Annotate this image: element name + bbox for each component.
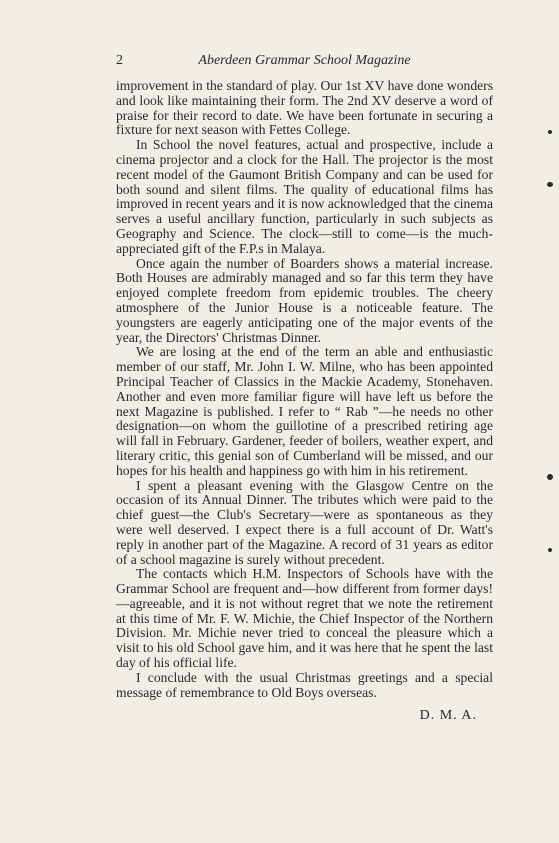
page-header bbox=[116, 53, 493, 71]
margin-mark bbox=[548, 548, 552, 552]
margin-mark bbox=[547, 474, 553, 480]
paragraph: improvement in the standard of play. Our 1st XV have done wonders and look like maintaining their form. The 2nd XV deserve a word of praise for their record to date. We have been fortunate in securing a fixture for next season with Fettes College. bbox=[116, 78, 493, 138]
paragraph: Once again the number of Boarders shows a material increase. Both Houses are admirably managed and so far this term they have enjoyed complete freedom from epidemic troubles. The cheery atmosphere of the Junior House is a noticeable feature. The youngsters are eagerly anticipating one of the major events of the year, the Directors' Christmas Dinner. bbox=[116, 255, 493, 345]
article-body bbox=[116, 79, 493, 724]
paragraph: In School the novel features, actual and prospective, include a cinema projector and a clock for the Hall. The projector is the most recent model of the Gaumont British Company and can be used for both sound and silent films. The quality of educational films has improved in recent years and it is now acknowledged that the cinema serves a useful ancillary function, particularly in such subjects as Geography and Science. The clock—still to come—is the much-appreciated gift of the F.P.s in Malaya. bbox=[116, 137, 493, 256]
page-number: 2 bbox=[116, 53, 123, 68]
paragraph: We are losing at the end of the term an able and enthusiastic member of our staff, Mr. John I. W. Milne, who has been appointed Principal Teacher of Classics in the Mackie Academy, Stonehaven. Another and even more familiar figure will have left us before the next Magazine is published. I refer to “ Rab ”—he needs no other designation—on whom the guillotine of a prescribed retiring age will fall in February. Gardener, feeder of boilers, weather expert, and literary critic, this genial son of Cumberland will be missed, and our hopes for his health and happiness go with him in his retirement. bbox=[116, 344, 493, 478]
paragraph: I conclude with the usual Christmas greetings and a special message of remembrance to Old Boys overseas. bbox=[116, 669, 493, 700]
signature: D. M. A. bbox=[419, 708, 477, 724]
running-title: Aberdeen Grammar School Magazine bbox=[198, 53, 411, 68]
paragraph: The contacts which H.M. Inspectors of Schools have with the Grammar School are frequent and—how different from former days!—agreeable, and it is not without regret that we note the retirement at this time of Mr. F. W. Michie, the Chief Inspector of the Northern Division. Mr. Michie never tried to conceal the pleasure which a visit to his old School gave him, and it was here that he spent the last day of his official life. bbox=[116, 566, 493, 671]
margin-mark bbox=[548, 130, 552, 134]
paragraph: I spent a pleasant evening with the Glasgow Centre on the occasion of its Annual Dinner. The tributes which were paid to the chief guest—the Club's Secretary—were as spontaneous as they were well deserved. I expect there is a full account of Dr. Watt's reply in another part of the Magazine. A record of 31 years as editor of a school magazine is surely without precedent. bbox=[116, 477, 493, 567]
margin-mark bbox=[547, 182, 553, 187]
